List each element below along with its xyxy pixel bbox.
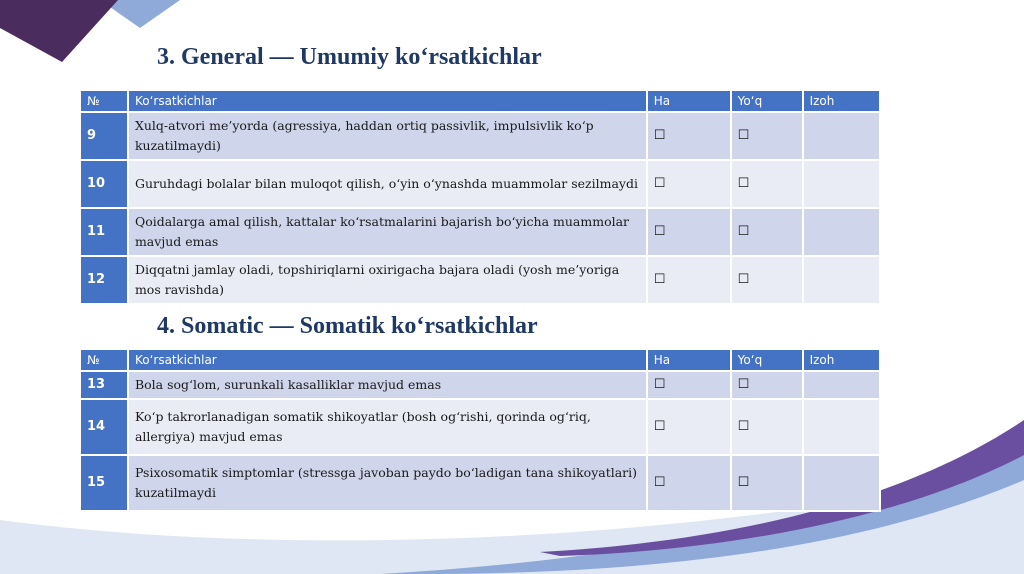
yes-checkbox[interactable]: ☐ xyxy=(647,256,731,304)
yes-checkbox[interactable]: ☐ xyxy=(647,208,731,256)
yes-checkbox[interactable]: ☐ xyxy=(647,455,731,511)
row-number: 12 xyxy=(80,256,128,304)
table-row xyxy=(80,208,880,256)
indicator-text: Qoidalarga amal qilish, kattalar ko‘rsatmalarini bajarish bo‘yicha muammolar mavjud emas xyxy=(128,208,647,256)
table-row xyxy=(80,455,880,511)
note-cell[interactable] xyxy=(803,112,880,160)
col-indicators-header: Ko‘rsatkichlar xyxy=(128,90,647,112)
table-row xyxy=(80,112,880,160)
note-cell[interactable] xyxy=(803,399,880,455)
indicator-text: Guruhdagi bolalar bilan muloqot qilish, o‘yin o‘ynashda muammolar sezilmaydi xyxy=(128,160,647,208)
no-checkbox[interactable]: ☐ xyxy=(731,399,803,455)
note-cell[interactable] xyxy=(803,256,880,304)
row-number: 10 xyxy=(80,160,128,208)
corner-shape-dark xyxy=(0,0,118,62)
col-yes-header: Ha xyxy=(647,349,731,371)
row-number: 9 xyxy=(80,112,128,160)
yes-checkbox[interactable]: ☐ xyxy=(647,371,731,399)
note-cell[interactable] xyxy=(803,208,880,256)
general-indicators-table xyxy=(79,89,881,305)
yes-checkbox[interactable]: ☐ xyxy=(647,112,731,160)
note-cell[interactable] xyxy=(803,455,880,511)
header-row xyxy=(80,90,880,112)
section-title-somatic: 4. Somatic — Somatik ko‘rsatkichlar xyxy=(157,313,538,339)
row-number: 13 xyxy=(80,371,128,399)
no-checkbox[interactable]: ☐ xyxy=(731,208,803,256)
table-row xyxy=(80,256,880,304)
header-row xyxy=(80,349,880,371)
no-checkbox[interactable]: ☐ xyxy=(731,455,803,511)
yes-checkbox[interactable]: ☐ xyxy=(647,399,731,455)
row-number: 14 xyxy=(80,399,128,455)
yes-checkbox[interactable]: ☐ xyxy=(647,160,731,208)
no-checkbox[interactable]: ☐ xyxy=(731,371,803,399)
row-number: 15 xyxy=(80,455,128,511)
col-note-header: Izoh xyxy=(803,349,880,371)
table-row xyxy=(80,371,880,399)
table-body xyxy=(80,112,880,304)
col-yes-header: Ha xyxy=(647,90,731,112)
row-number: 11 xyxy=(80,208,128,256)
col-indicators-header: Ko‘rsatkichlar xyxy=(128,349,647,371)
col-no-header: Yo‘q xyxy=(731,90,803,112)
col-number-header: № xyxy=(80,90,128,112)
table-row xyxy=(80,399,880,455)
col-note-header: Izoh xyxy=(803,90,880,112)
section-title-general: 3. General — Umumiy ko‘rsatkichlar xyxy=(157,44,542,70)
col-no-header: Yo‘q xyxy=(731,349,803,371)
no-checkbox[interactable]: ☐ xyxy=(731,160,803,208)
no-checkbox[interactable]: ☐ xyxy=(731,112,803,160)
note-cell[interactable] xyxy=(803,371,880,399)
indicator-text: Psixosomatik simptomlar (stressga javoban paydo bo‘ladigan tana shikoyatlari) kuzatilmaydi xyxy=(128,455,647,511)
table-body xyxy=(80,371,880,511)
note-cell[interactable] xyxy=(803,160,880,208)
somatic-indicators-table xyxy=(79,348,881,512)
table-row xyxy=(80,160,880,208)
indicator-text: Bola sog‘lom, surunkali kasalliklar mavjud emas xyxy=(128,371,647,399)
no-checkbox[interactable]: ☐ xyxy=(731,256,803,304)
indicator-text: Ko‘p takrorlanadigan somatik shikoyatlar (bosh og‘rishi, qorinda og‘riq, allergiya) mavjud emas xyxy=(128,399,647,455)
indicator-text: Xulq-atvori me’yorda (agressiya, haddan ortiq passivlik, impulsivlik ko‘p kuzatilmaydi) xyxy=(128,112,647,160)
indicator-text: Diqqatni jamlay oladi, topshiriqlarni oxirigacha bajara oladi (yosh me’yoriga mos ravishda) xyxy=(128,256,647,304)
col-number-header: № xyxy=(80,349,128,371)
